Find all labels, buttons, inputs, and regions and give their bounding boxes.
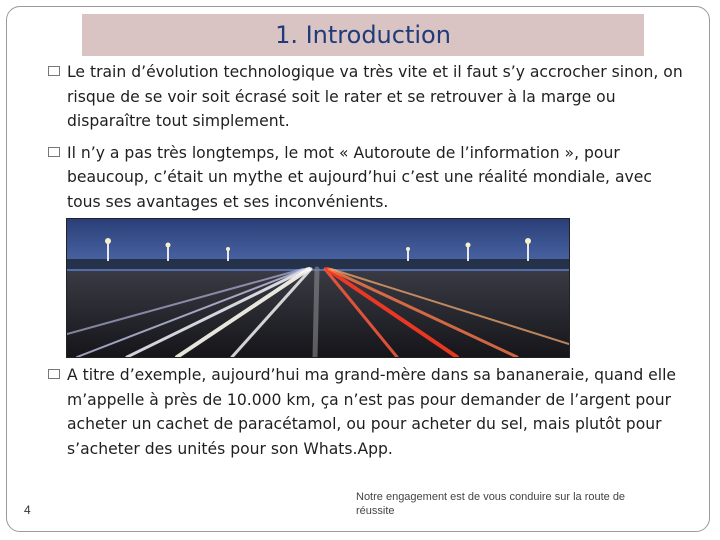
highway-night-image xyxy=(66,218,570,358)
bullet-box-icon xyxy=(48,369,60,379)
bullet-item xyxy=(48,363,688,461)
bullet-list xyxy=(48,60,688,221)
page-number: 4 xyxy=(24,503,31,517)
title-bar xyxy=(82,14,644,56)
footer-note: Notre engagement est de vous conduire sur la route de réussite xyxy=(356,491,626,517)
bullet-text: A titre d’exemple, aujourd’hui ma grand-mère dans sa bananeraie, quand elle m’appelle à près de 10.000 km, ça n’est pas pour demander de l’argent pour acheter un cachet de paracétamol, ou pour acheter du sel, mais plutôt pour s’acheter des unités pour son Whats.App. xyxy=(67,366,677,458)
bullet-item xyxy=(48,60,688,134)
bullet-list-bottom xyxy=(48,363,688,468)
bullet-item xyxy=(48,141,688,215)
bullet-box-icon xyxy=(48,147,60,157)
slide-title: 1. Introduction xyxy=(275,21,451,49)
bullet-text: Il n’y a pas très longtemps, le mot « Autoroute de l’information », pour beaucoup, c’était un mythe et aujourd’hui c’est une réalité mondiale, avec tous ses avantages et ses inconvénients. xyxy=(67,143,652,211)
bullet-box-icon xyxy=(48,66,60,76)
bullet-text: Le train d’évolution technologique va très vite et il faut s’y accrocher sinon, on risque de se voir soit écrasé soit le rater et se retrouver à la marge ou disparaître tout simplement. xyxy=(67,63,683,130)
